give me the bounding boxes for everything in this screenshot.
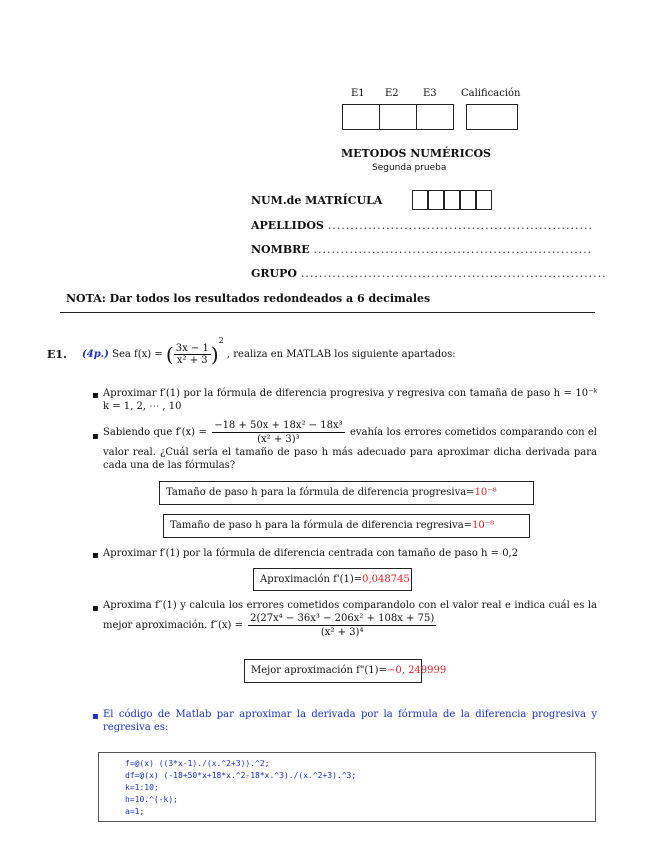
grupo-field[interactable] [251, 267, 607, 280]
answer-segunda-value: −0, 249999 [386, 665, 447, 676]
answer-progresiva-value: 10⁻⁸ [474, 487, 497, 498]
bullet: ▪ [92, 711, 99, 722]
nombre-dots: .............................................................. [313, 243, 593, 256]
answer-centrada [253, 568, 412, 591]
item-4-text: Aproxima f″(1) y calcula los errores cometidos comparandolo con el valor real e indica cuál es la mejor aproximación. f″(x) = [103, 600, 597, 631]
matricula-cell[interactable] [428, 190, 444, 210]
answer-segunda-label: Mejor aproximación f"(1)= [251, 665, 387, 676]
matricula-cell[interactable] [460, 190, 476, 210]
answer-progresiva [159, 481, 534, 505]
apellidos-label: APELLIDOS [251, 219, 324, 232]
matricula-cell[interactable] [412, 190, 428, 210]
matricula-label: NUM.de MATRÍCULA [251, 194, 383, 207]
grade-box-e2[interactable] [379, 104, 417, 130]
paren-close: ) [210, 342, 219, 367]
fprime-denominator: (x² + 3)³ [257, 434, 300, 445]
code-line: a=1; [125, 807, 145, 816]
nota-text: NOTA: Dar todos los resultados redondeados a 6 decimales [66, 292, 431, 305]
grade-box-calificacion[interactable] [466, 104, 518, 130]
answer-regresiva [163, 514, 530, 538]
f-denominator: x² + 3 [176, 355, 208, 366]
answer-segunda [244, 659, 447, 683]
code-line: h=10.^(-k); [125, 795, 178, 804]
page-subtitle: Segunda prueba [372, 163, 447, 173]
paren-open: ( [165, 342, 174, 367]
exercise-statement [82, 336, 456, 367]
grupo-label: GRUPO [251, 267, 297, 280]
fsecond-numerator: 2(27x⁴ − 36x³ − 206x² + 108x + 75) [250, 613, 435, 624]
item-4 [103, 599, 597, 639]
answer-centrada-label: Aproximación f'(1)= [260, 574, 363, 585]
bullet: ▪ [92, 550, 99, 561]
fprime-fraction [212, 419, 344, 446]
item-2-text-a: Sabiendo que f′(x) = [103, 427, 207, 438]
grupo-dots: .................................................................... [300, 267, 607, 280]
code-line: df=@(x) (-18+50*x+18*x.^2-18*x.^3)./(x.^2+3).^3; [125, 771, 357, 780]
apellidos-field[interactable] [251, 219, 593, 232]
bullet: ▪ [92, 431, 99, 442]
grade-box-e3[interactable] [416, 104, 454, 130]
exercise-intro-b: , realiza en MATLAB los siguiente apartados: [226, 349, 456, 360]
grade-label-e3: E3 [423, 88, 437, 99]
fprime-numerator: −18 + 50x + 18x² − 18x³ [214, 420, 343, 431]
bullet: ▪ [92, 390, 99, 401]
exercise-number: E1. [47, 348, 67, 361]
item-5-text: El código de Matlab par aproximar la derivada por la fórmula de la diferencia progresiva y regresiva es: [103, 709, 597, 733]
code-block [98, 752, 596, 822]
apellidos-dots: ........................................................... [327, 219, 594, 232]
f-numerator: 3x − 1 [175, 343, 209, 354]
bullet: ▪ [92, 603, 99, 614]
item-2-text-b: evahía los errores cometidos comparando con el valor real. ¿Cuál sería el tamaño de paso h más adecuado para aproximar dicha derivada para cada una de las fórmulas? [103, 427, 597, 471]
nombre-field[interactable] [251, 243, 592, 256]
grade-label-calificacion: Calificación [461, 88, 521, 99]
exercise-intro-a: Sea f(x) = [112, 349, 163, 360]
answer-regresiva-value: 10⁻⁸ [472, 520, 495, 531]
grade-label-e1: E1 [351, 88, 365, 99]
item-2 [103, 419, 597, 472]
fsecond-fraction [248, 612, 436, 639]
matricula-cell[interactable] [444, 190, 460, 210]
code-line: f=@(x) ((3*x-1)./(x.^2+3)).^2; [125, 759, 270, 768]
f-fraction [174, 343, 211, 366]
code-line: k=1:10; [125, 783, 159, 792]
fsecond-denominator: (x² + 3)⁴ [320, 627, 364, 638]
f-exponent: 2 [218, 336, 224, 345]
answer-regresiva-label: Tamaño de paso h para la fórmula de diferencia regresiva= [170, 520, 473, 531]
nombre-label: NOMBRE [251, 243, 310, 256]
exercise-points: (4p.) [82, 349, 109, 360]
answer-progresiva-label: Tamaño de paso h para la fórmula de diferencia progresiva= [166, 487, 475, 498]
grade-box-e1[interactable] [342, 104, 380, 130]
matricula-cell[interactable] [476, 190, 492, 210]
answer-centrada-value: 0,048745 [362, 574, 410, 585]
item-3-text: Aproximar f′(1) por la fórmula de diferencia centrada con tamaño de paso h = 0,2 [103, 548, 519, 559]
divider [60, 312, 595, 313]
item-1-text: Aproximar f′(1) por la fórmula de diferencia progresiva y regresiva con tamaña de paso h = 10⁻ᵏ k = 1, 2, ⋯ , 10 [103, 388, 597, 412]
page-title: METODOS NUMÉRICOS [341, 147, 491, 160]
grade-label-e2: E2 [385, 88, 399, 99]
